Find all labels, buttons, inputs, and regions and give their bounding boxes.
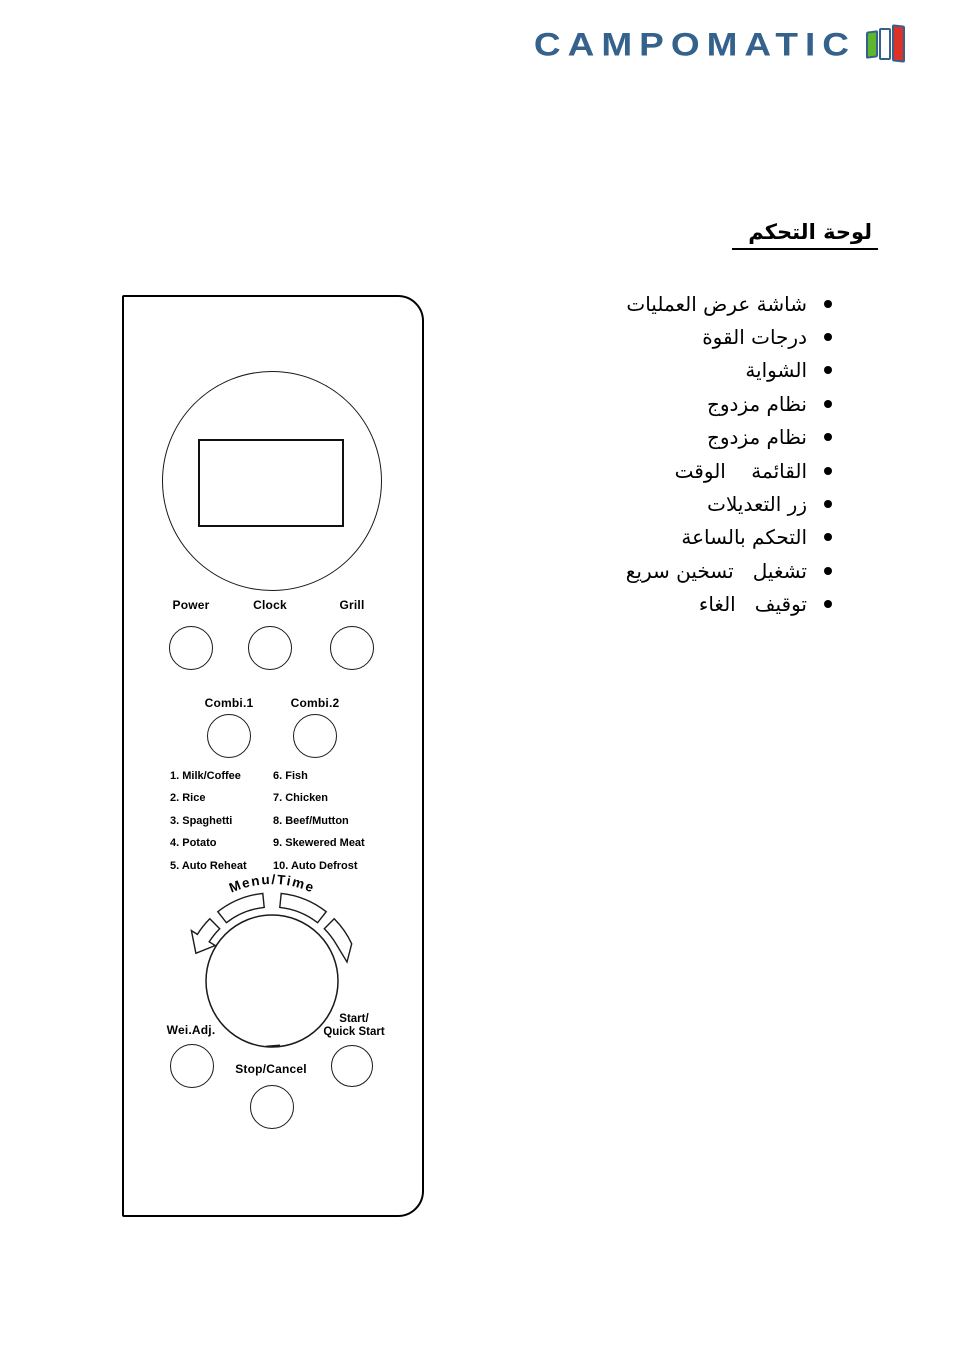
bullet-icon bbox=[824, 366, 832, 374]
feature-list bbox=[626, 287, 832, 621]
start-quick-start-button bbox=[331, 1045, 373, 1087]
list-item: توقيف الغاء bbox=[626, 588, 832, 621]
combi2-button-label: Combi.2 bbox=[290, 696, 340, 710]
menu-item: 5. Auto Reheat bbox=[170, 859, 247, 872]
brand-name: CAMPOMATIC bbox=[533, 26, 856, 63]
menu-item: 2. Rice bbox=[170, 792, 206, 805]
dial-knob bbox=[206, 915, 338, 1047]
power-button bbox=[169, 626, 213, 670]
menu-list-right bbox=[273, 765, 365, 877]
start-quick-start-label: Start/ Quick Start bbox=[323, 1013, 385, 1038]
control-panel-diagram bbox=[122, 295, 424, 1217]
grill-button-label: Grill bbox=[339, 598, 365, 612]
menu-item: 3. Spaghetti bbox=[170, 814, 233, 827]
combi2-button bbox=[293, 714, 337, 758]
stop-cancel-label: Stop/Cancel bbox=[235, 1062, 307, 1076]
bullet-icon bbox=[824, 533, 832, 541]
list-item: درجات القوة bbox=[626, 320, 832, 353]
bullet-icon bbox=[824, 467, 832, 475]
menu-item: 8. Beef/Mutton bbox=[273, 814, 349, 827]
menu-item: 7. Chicken bbox=[273, 792, 329, 805]
combi1-button bbox=[207, 714, 251, 758]
list-item: تشغيل تسخين سريع bbox=[626, 554, 832, 587]
menu-list-left bbox=[170, 765, 247, 877]
list-item: شاشة عرض العمليات bbox=[626, 287, 832, 320]
menu-item: 1. Milk/Coffee bbox=[170, 770, 241, 782]
list-item: نظام مزدوج bbox=[626, 387, 832, 420]
bullet-icon bbox=[824, 300, 832, 308]
list-item: زر التعديلات bbox=[626, 487, 832, 520]
list-item: التحكم بالساعة bbox=[626, 521, 832, 554]
display-window bbox=[198, 439, 344, 527]
dial-label: Menu/Time bbox=[226, 871, 318, 896]
bullet-icon bbox=[824, 400, 832, 408]
bullet-icon bbox=[824, 333, 832, 341]
combi1-button-label: Combi.1 bbox=[204, 696, 254, 710]
clock-button-label: Clock bbox=[253, 598, 287, 612]
bullet-icon bbox=[824, 567, 832, 575]
list-item: الشواية bbox=[626, 354, 832, 387]
bullet-icon bbox=[824, 600, 832, 608]
menu-item: 9. Skewered Meat bbox=[273, 837, 365, 850]
brand-logo bbox=[534, 24, 914, 66]
power-button-label: Power bbox=[172, 598, 210, 612]
weight-adjust-button bbox=[170, 1044, 214, 1088]
list-item: القائمة الوقت bbox=[626, 454, 832, 487]
stop-cancel-button bbox=[250, 1085, 294, 1129]
grill-button bbox=[330, 626, 374, 670]
page-title: لوحة التحكم bbox=[732, 220, 878, 250]
bullet-icon bbox=[824, 433, 832, 441]
svg-text:Menu/Time bbox=[227, 872, 317, 896]
bullet-icon bbox=[824, 500, 832, 508]
clock-button bbox=[248, 626, 292, 670]
menu-item: 6. Fish bbox=[273, 770, 308, 782]
list-item: نظام مزدوج bbox=[626, 421, 832, 454]
weight-adjust-label: Wei.Adj. bbox=[166, 1023, 216, 1037]
menu-item: 4. Potato bbox=[170, 837, 217, 850]
italian-flag-icon bbox=[866, 24, 914, 66]
menu-item: 10. Auto Defrost bbox=[273, 859, 358, 872]
